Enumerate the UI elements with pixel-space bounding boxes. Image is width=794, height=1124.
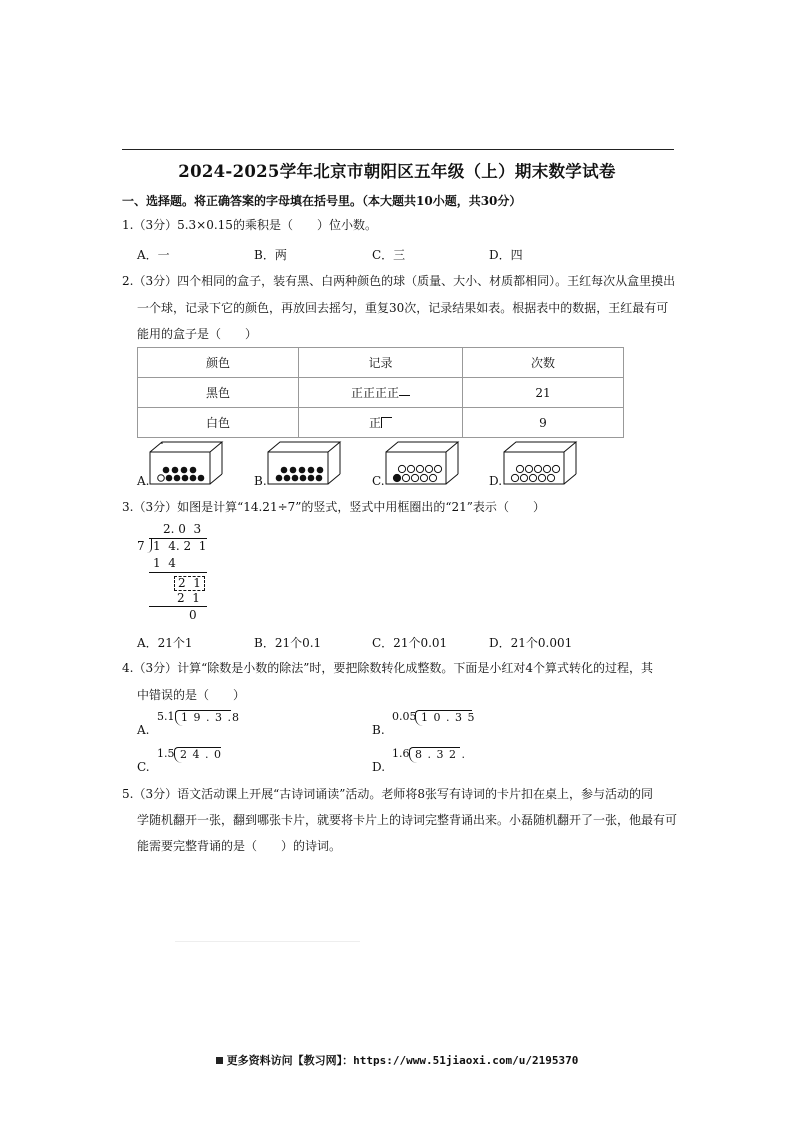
q4-option-c-divisor: 1.5 <box>157 747 175 760</box>
long-division <box>135 522 215 622</box>
division-step-1: 1 4 <box>153 556 176 570</box>
tally-marks: 正正正正 <box>350 386 399 400</box>
box-a-icon[interactable] <box>148 440 224 486</box>
question-2-line-2: 一个球，记录下它的颜色，再放回去摇匀，重复30次，记录结果如表。根据表中的数据，王红最有可 <box>137 301 669 315</box>
question-2-line-1: 2.（3分）四个相同的盒子，装有黑、白两种颜色的球（质量、大小、材质都相同）。王红每次从盒里摸出 <box>122 274 676 288</box>
q3-option-b[interactable]: B．21个0.1 <box>254 636 322 650</box>
footer-link[interactable] <box>0 1052 794 1068</box>
q4-option-b-divisor: 0.05 <box>392 710 417 723</box>
q4-option-d-divisor: 1.6 <box>392 747 410 760</box>
table-header: 次数 <box>463 348 624 378</box>
faint-divider <box>175 941 360 942</box>
division-rule <box>149 572 207 573</box>
table-cell: 21 <box>463 378 624 408</box>
table-cell: 9 <box>463 408 624 438</box>
tally-partial-icon <box>399 388 410 396</box>
q4-option-a-divisor: 5.1 <box>157 710 175 723</box>
q3-option-c[interactable]: C．21个0.01 <box>372 636 448 650</box>
division-boxed-21: 2 1 <box>174 576 205 591</box>
question-5-line-1: 5.（3分）语文活动课上开展“古诗词诵读”活动。老师将8张写有诗词的卡片扣在桌上，参与活动的同 <box>122 787 653 801</box>
division-divisor: 7 <box>137 539 145 553</box>
q1-option-c[interactable]: C．三 <box>372 248 406 262</box>
q2-option-b-label[interactable]: B. <box>254 474 267 488</box>
q4-option-b-label[interactable]: B. <box>372 723 385 737</box>
q3-option-a[interactable]: A．21个1 <box>137 636 193 650</box>
q4-option-a-label[interactable]: A. <box>137 723 150 737</box>
question-2-line-3: 能用的盒子是（ ） <box>137 327 258 341</box>
table-header: 颜色 <box>138 348 299 378</box>
q4-option-b-dividend: 1 0 . 3 5 <box>421 711 476 724</box>
q2-option-d-label[interactable]: D. <box>489 474 503 488</box>
division-quotient: 2. 0 3 <box>163 522 202 536</box>
q1-option-b[interactable]: B．两 <box>254 248 287 262</box>
flag-icon <box>216 1057 223 1064</box>
division-bracket <box>147 538 152 553</box>
q1-option-d[interactable]: D．四 <box>489 248 523 262</box>
section-heading: 一、选择题。将正确答案的字母填在括号里。（本大题共10小题，共30分） <box>122 194 522 208</box>
table-cell <box>299 408 463 438</box>
q4-option-c-label[interactable]: C. <box>137 760 150 774</box>
question-1: 1.（3分）5.3×0.15的乘积是（ ）位小数。 <box>122 218 377 232</box>
footer-text[interactable]: 更多资料访问【教习网】：https://www.51jiaoxi.com/u/2195370 <box>226 1054 579 1067</box>
page-title: 2024-2025学年北京市朝阳区五年级（上）期末数学试卷 <box>178 162 616 181</box>
question-5-line-3: 能需要完整背诵的是（ ）的诗词。 <box>137 839 342 853</box>
division-step-2: 2 1 <box>177 591 200 605</box>
q4-option-c-dividend: 2 4 . 0 <box>180 748 222 761</box>
table-row <box>138 378 624 408</box>
table-header: 记录 <box>299 348 463 378</box>
q2-option-c-label[interactable]: C. <box>372 474 385 488</box>
question-5-line-2: 学随机翻开一张，翻到哪张卡片，就要将卡片上的诗词完整背诵出来。小磊随机翻开了一张，他最有可 <box>137 813 678 827</box>
q4-option-a-dividend: 1 9 . 3 .8 <box>181 711 240 724</box>
box-b-icon[interactable] <box>266 440 342 486</box>
table-header-row <box>138 348 624 378</box>
q4-option-d-label[interactable]: D. <box>372 760 386 774</box>
question-4-line-2: 中错误的是（ ） <box>137 688 246 702</box>
q4-option-d-dividend: 8 . 3 2 . <box>415 748 466 761</box>
q2-option-a-label[interactable]: A. <box>137 474 150 488</box>
division-rule <box>149 606 207 607</box>
question-3: 3.（3分）如图是计算“14.21÷7”的竖式，竖式中用框圈出的“21”表示（ ） <box>122 500 545 514</box>
table-cell: 白色 <box>138 408 299 438</box>
q3-option-d[interactable]: D．21个0.001 <box>489 636 573 650</box>
table-row <box>138 408 624 438</box>
tally-marks: 正 <box>368 416 381 430</box>
division-dividend: 1 4. 2 1 <box>153 539 207 553</box>
division-remainder: 0 <box>189 608 197 622</box>
q1-option-a[interactable]: A．一 <box>137 248 170 262</box>
table-cell <box>299 378 463 408</box>
header-rule <box>122 149 674 150</box>
record-table <box>137 347 624 438</box>
table-cell: 黑色 <box>138 378 299 408</box>
tally-partial-icon <box>381 417 392 428</box>
box-c-icon[interactable] <box>384 440 460 486</box>
box-d-icon[interactable] <box>502 440 578 486</box>
question-4-line-1: 4.（3分）计算“除数是小数的除法”时，要把除数转化成整数。下面是小红对4个算式转化的过程，其 <box>122 661 653 675</box>
